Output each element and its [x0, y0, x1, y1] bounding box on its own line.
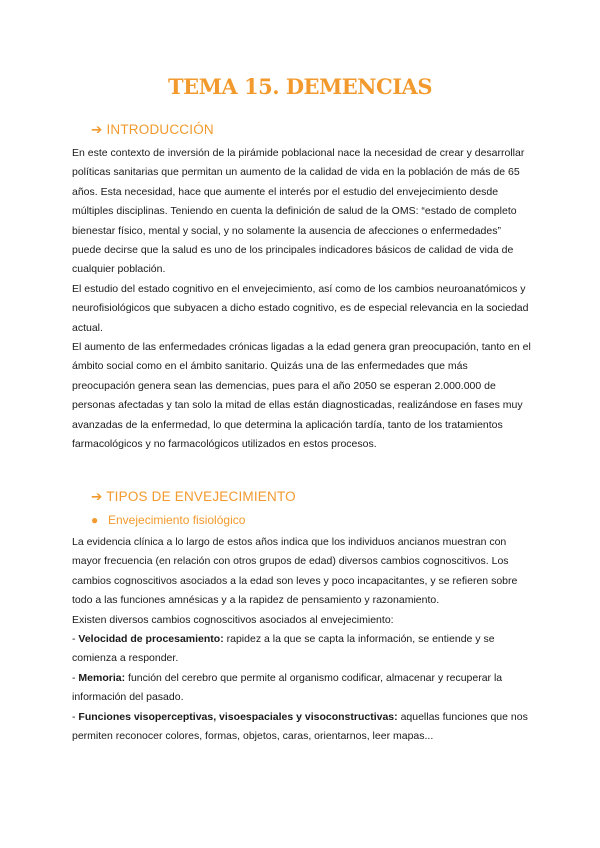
paragraph: La evidencia clínica a lo largo de estos años indica que los individuos ancianos muestran con mayor frecuencia (en relación con otros grupos de edad) diversos cambios cognoscitivos. Los cambios cognoscitivos asociados a la edad son leves y poco incapacitantes, y se refieren sobre todo a las funciones amnésicas y a la rapidez de pensamiento y razonamiento.: [72, 536, 518, 607]
list-item: [72, 708, 532, 747]
paragraph: En este contexto de inversión de la pirámide poblacional nace la necesidad de crear y desarrollar políticas sanitarias que permitan un aumento de la calidad de vida en la población de más de 65 años. Esta necesidad, hace que aumente el interés por el estudio del envejecimiento desde múltiples disciplinas. Teniendo en cuenta la definición de salud de la OMS: “estado de completo bienestar físico, mental y social, y no solamente la ausencia de afecciones o enfermedades” puede decirse que la salud es uno de los principales indicadores básicos de calidad de vida de cualquier población.: [72, 147, 525, 276]
paragraph: El aumento de las enfermedades crónicas ligadas a la edad genera gran preocupación, tanto en el ámbito social como en el ámbito sanitario. Quizás una de las enfermedades que más preocupación genera sean las demencias, pues para el año 2050 se esperan 2.000.000 de personas afectadas y tan solo la mitad de ellas están diagnosticadas, realizándose en fases muy avanzadas de la enfermedad, lo que determina la aplicación tardía, tanto de los tratamientos farmacológicos y no farmacológicos utilizados en estos procesos.: [72, 341, 531, 451]
subheading-text: Envejecimiento fisiológico: [108, 513, 246, 527]
paragraph: Existen diversos cambios cognoscitivos asociados al envejecimiento:: [72, 613, 394, 626]
introduccion-body: [72, 144, 532, 455]
bullet-icon: ●: [91, 513, 99, 527]
tipos-envejecimiento-body: [72, 533, 532, 746]
list-dash: -: [72, 710, 79, 723]
list-item: [72, 669, 532, 708]
list-text: aquellas funciones que nos permiten reconocer colores, formas, objetos, caras, orientarnos, leer mapas...: [72, 710, 528, 743]
list-dash: -: [72, 671, 79, 684]
subsection-heading-fisiologico: [91, 513, 245, 527]
section-heading-tipos-envejecimiento: ➔ TIPOS DE ENVEJECIMIENTO: [91, 489, 296, 504]
list-text: rapidez a la que se capta la información, se entiende y se comienza a responder.: [72, 633, 495, 665]
list-text: función del cerebro que permite al organismo codificar, almacenar y recuperar la información del pasado.: [72, 671, 503, 704]
list-term: Memoria:: [78, 671, 126, 684]
paragraph: El estudio del estado cognitivo en el envejecimiento, así como de los cambios neuroanatómicos y neurofisiológicos que subyacen a dicho estado cognitivo, es de especial relevancia en la sociedad actual.: [72, 282, 529, 334]
section-heading-introduccion: ➔ INTRODUCCIÓN: [91, 122, 214, 137]
page-title: TEMA 15. DEMENCIAS: [168, 74, 432, 99]
list-term: Funciones visoperceptivas, visoespaciales y visoconstructivas:: [78, 710, 398, 723]
list-item: [72, 630, 532, 669]
list-term: Velocidad de procesamiento:: [78, 633, 224, 646]
list-dash: -: [72, 633, 79, 646]
